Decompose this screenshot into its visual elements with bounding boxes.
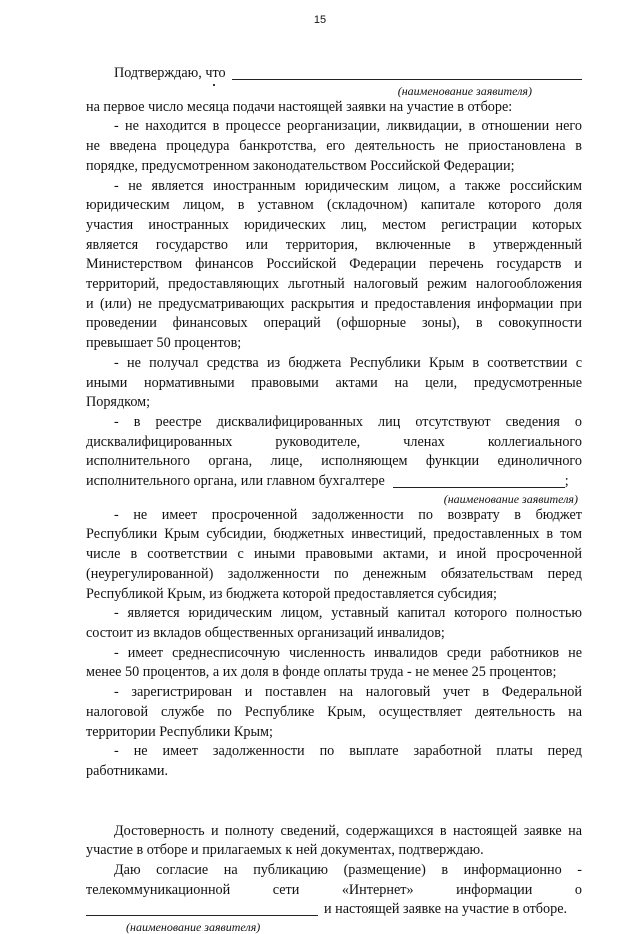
paragraph-line: превышает 50 процентов; — [86, 335, 242, 352]
confirm-lead: Подтверждаю, что — [114, 65, 226, 81]
document-body — [86, 64, 582, 934]
paragraph-line: проведении финансовых операций (офшорные зоны), в совокупности — [86, 315, 582, 332]
page-number: 15 — [313, 14, 327, 26]
confirm-line — [86, 64, 582, 84]
paragraph-line: - в реестре дисквалифицированных лиц отсутствуют сведения о — [114, 413, 582, 430]
paragraph-line: и настоящей заявке на участие в отборе. — [324, 901, 568, 918]
paragraph-line: - не получал средства из бюджета Республики Крым в соответствии с — [114, 354, 582, 371]
paragraph-line: Республики Крым субсидии, бюджетных инвестиций, предоставленных в том — [86, 526, 582, 543]
applicant-name-blank[interactable] — [232, 67, 582, 80]
item-not-foreign-entity — [86, 177, 582, 354]
paragraph-line: не введена процедура банкротства, его деятельность не приостановлена в — [86, 138, 582, 155]
paragraph-line: - является юридическим лицом, уставный капитал которого полностью — [114, 605, 582, 622]
item-not-in-reorganization — [86, 117, 582, 176]
paragraph-line: Министерством финансов Российской Федерации перечень государств и — [86, 256, 582, 273]
paragraph-line: менее 50 процентов, а их доля в фонде оплаты труда - не менее 25 процентов; — [86, 664, 557, 681]
paragraph-line: участие в отборе и прилагаемых к ней документах, подтверждаю. — [86, 842, 484, 859]
consent-last-line — [86, 900, 582, 920]
paragraph-line: Достоверность и полноту сведений, содержащихся в настоящей заявке на — [114, 822, 582, 839]
accuracy-paragraph — [86, 822, 582, 861]
paragraph-line: и (или) не предусматривающих раскрытия и предоставления информации при — [86, 295, 582, 312]
spacer — [86, 782, 582, 822]
paragraph-line: Даю согласие на публикацию (размещение) в информационно - — [114, 862, 582, 879]
paragraph-line: иными нормативными правовыми актами на цели, предусмотренные — [86, 374, 582, 391]
applicant-hint: (наименование заявителя) — [443, 491, 578, 506]
disqualified-last-line — [86, 472, 582, 492]
paragraph-line: является государство или территория, включенные в утвержденный — [86, 236, 582, 253]
paragraph-line: числе в соответствии с иными правовыми актами, и иной просроченной — [86, 546, 582, 563]
applicant-hint: (наименование заявителя) — [126, 920, 261, 934]
end-semicolon: ; — [564, 473, 569, 490]
item-no-wage-arrears — [86, 742, 582, 781]
paragraph-line: территории Республики Крым; — [86, 723, 273, 740]
paragraph-line: телекоммуникационной сети «Интернет» информации о — [86, 881, 582, 898]
item-no-overdue-debt — [86, 506, 582, 605]
paragraph-line: исполнительного органа, или главном бухгалтере — [86, 473, 385, 490]
paragraph-line: территорий, предоставляющих льготный налоговый режим налогообложения — [86, 276, 582, 293]
paragraph-line: Порядком; — [86, 394, 151, 411]
paragraph-line: порядке, предусмотренном законодательством Российской Федерации; — [86, 157, 515, 174]
paragraph-line: - не является иностранным юридическим лицом, а также российским — [114, 177, 582, 194]
item-disabled-staff — [86, 644, 582, 683]
paragraph-line: (неурегулированной) задолженности по денежным обязательствам перед — [86, 565, 582, 582]
chief-accountant-blank[interactable] — [393, 475, 565, 488]
paragraph-line: участия иностранных юридических лиц, местом регистрации которых — [86, 216, 582, 233]
paragraph-line: - не имеет просроченной задолженности по возврату в бюджет — [114, 506, 582, 523]
confirm-continuation: на первое число месяца подачи настоящей заявки на участие в отборе: — [86, 98, 513, 115]
paragraph-line: юридическим лицом, в уставном (складочном) капитале которого доля — [86, 197, 582, 214]
paragraph-line: состоит из вкладов общественных организаций инвалидов; — [86, 624, 445, 641]
paragraph-line: работниками. — [86, 762, 168, 779]
paragraph-line: налоговой службе по Республике Крым, осуществляет деятельность на — [86, 703, 582, 720]
consent-applicant-blank[interactable] — [86, 903, 318, 916]
item-no-budget-funds — [86, 354, 582, 413]
paragraph-line: Республикой Крым, из бюджета которой предоставляется субсидия; — [86, 585, 497, 602]
item-disqualified-registry — [86, 413, 582, 506]
paragraph-line: - имеет среднесписочную численность инвалидов среди работников не — [114, 644, 582, 661]
paragraph-line: исполнительного органа, лице, исполняющем функции единоличного — [86, 453, 582, 470]
item-legal-entity-capital — [86, 604, 582, 643]
item-tax-registration — [86, 683, 582, 742]
paragraph-line: - зарегистрирован и поставлен на налоговый учет в Федеральной — [114, 684, 582, 701]
applicant-hint: (наименование заявителя) — [397, 83, 532, 98]
paragraph-line: дисквалифицированных руководителе, членах коллегиального — [86, 433, 582, 450]
paragraph-line: - не имеет задолженности по выплате заработной платы перед — [114, 743, 582, 760]
paragraph-line: - не находится в процессе реорганизации, ликвидации, в отношении него — [114, 118, 582, 135]
